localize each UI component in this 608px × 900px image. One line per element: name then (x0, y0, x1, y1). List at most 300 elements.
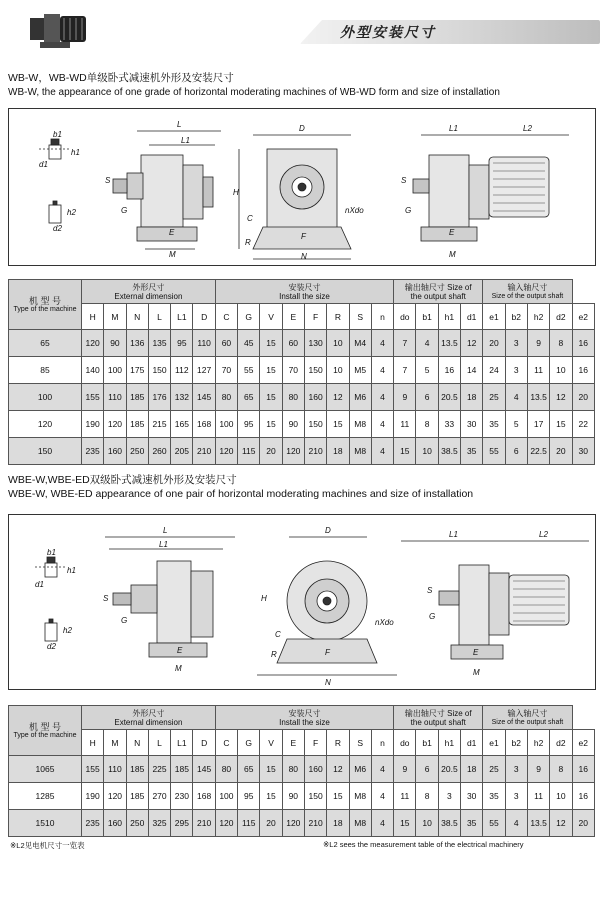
table-cell: 210 (304, 810, 326, 837)
table-cell: 185 (126, 411, 148, 438)
label-L1: L1 (181, 136, 190, 145)
table-cell: M5 (349, 357, 371, 384)
input-shaft-header: 输入轴尺寸 Size of the output shaft (483, 706, 572, 730)
model-cell: 120 (9, 411, 82, 438)
column-header-d: D (193, 304, 215, 330)
page-title: 外型安装尺寸 (340, 24, 436, 40)
table-cell: 130 (304, 330, 326, 357)
column-header-l: L (148, 304, 170, 330)
table-cell: 11 (527, 783, 549, 810)
table-cell: 30 (461, 411, 483, 438)
table-cell: 3 (505, 330, 527, 357)
table-cell: 295 (171, 810, 193, 837)
label-E: E (169, 228, 175, 237)
table-cell: 150 (304, 411, 326, 438)
table-cell: 7 (394, 357, 416, 384)
table-cell: 15 (327, 783, 349, 810)
label-C: C (247, 214, 253, 223)
table-cell: 90 (282, 783, 304, 810)
label-motor-G: G (405, 206, 412, 215)
table-cell: 3 (438, 783, 460, 810)
table-cell: 325 (148, 810, 170, 837)
label-R: R (271, 650, 277, 659)
table-cell: 110 (104, 756, 126, 783)
table-cell: 235 (82, 438, 104, 465)
label-H: H (261, 594, 267, 603)
label-G: G (121, 616, 128, 625)
table-row (9, 357, 595, 384)
table-cell: 18 (327, 810, 349, 837)
table-cell: 115 (238, 438, 260, 465)
table-cell: 225 (148, 756, 170, 783)
table-cell: 176 (148, 384, 170, 411)
label-L1: L1 (159, 540, 168, 549)
label-E: E (177, 646, 183, 655)
table-cell: 8 (550, 756, 572, 783)
column-header-do: do (394, 730, 416, 756)
column-header-d2: d2 (550, 304, 572, 330)
column-header-g: G (238, 304, 260, 330)
table-cell: 10 (416, 810, 438, 837)
column-header-v: V (260, 304, 282, 330)
column-header-l1: L1 (171, 730, 193, 756)
column-header-d2: d2 (550, 730, 572, 756)
table-cell: 3 (505, 756, 527, 783)
table-cell: 9 (527, 330, 549, 357)
table-cell: 190 (82, 411, 104, 438)
table-cell: 4 (505, 384, 527, 411)
table-cell: 160 (304, 756, 326, 783)
table-cell: 20 (572, 384, 594, 411)
table-cell: 210 (193, 438, 215, 465)
section2-title-cn: WBE-W,WBE-ED双级卧式减速机外形及安装尺寸 (8, 474, 237, 486)
table-cell: 4 (416, 330, 438, 357)
table-cell: 11 (394, 783, 416, 810)
table-cell: 230 (171, 783, 193, 810)
section2-drawing (8, 514, 596, 690)
label-d1: d1 (35, 580, 44, 589)
table-cell: 22.5 (527, 438, 549, 465)
shaft-detail-bottom (45, 619, 57, 641)
table-cell: 100 (104, 357, 126, 384)
table-cell: 6 (416, 756, 438, 783)
label-D: D (299, 124, 305, 133)
table-cell: 145 (193, 756, 215, 783)
table-cell: 185 (126, 783, 148, 810)
table-cell: 12 (327, 384, 349, 411)
label-C: C (275, 630, 281, 639)
label-M: M (169, 250, 176, 259)
table-cell: 15 (394, 810, 416, 837)
label-L: L (163, 526, 168, 535)
spec-table-single (8, 279, 595, 465)
table-cell: 165 (171, 411, 193, 438)
table-cell: 115 (238, 810, 260, 837)
table-cell: 155 (82, 756, 104, 783)
table-cell: 95 (238, 411, 260, 438)
label-F: F (301, 232, 306, 241)
label-h2: h2 (63, 626, 72, 635)
column-header-r: R (327, 304, 349, 330)
column-header-l1: L1 (171, 304, 193, 330)
column-header-e1: e1 (483, 304, 505, 330)
table-cell: 15 (260, 756, 282, 783)
section2-title-en: WBE-W, WBE-ED appearance of one pair of horizontal moderating machines and size of installation (8, 488, 474, 500)
table-row (9, 810, 595, 837)
table-cell: 150 (148, 357, 170, 384)
label-motor-G: G (429, 612, 436, 621)
table-cell: 35 (461, 810, 483, 837)
model-header: 机 型 号 Type of the machine (9, 280, 82, 330)
table-cell: 20 (260, 438, 282, 465)
table-cell: 235 (82, 810, 104, 837)
reducer-with-motor-view (413, 135, 569, 241)
table-cell: 5 (416, 357, 438, 384)
table-cell: 110 (193, 330, 215, 357)
model-cell: 1510 (9, 810, 82, 837)
label-motor-S: S (427, 586, 433, 595)
table-cell: 3 (505, 783, 527, 810)
table-cell: 60 (215, 330, 237, 357)
column-header-e: E (282, 304, 304, 330)
column-header-e2: e2 (572, 304, 594, 330)
table-cell: 70 (215, 357, 237, 384)
column-header-h1: h1 (438, 304, 460, 330)
footnote-cn: ※L2见电机尺寸一览表 (10, 841, 85, 850)
table-row (9, 411, 595, 438)
table-cell: 15 (260, 783, 282, 810)
table-cell: 12 (550, 384, 572, 411)
table-cell: 136 (126, 330, 148, 357)
table-cell: 35 (483, 783, 505, 810)
double-reducer-side-view (105, 537, 235, 657)
table-cell: 25 (483, 756, 505, 783)
reducer-side-view (113, 131, 221, 249)
label-motor-L1: L1 (449, 530, 458, 539)
column-header-h: H (82, 730, 104, 756)
table-cell: M8 (349, 810, 371, 837)
table-cell: 24 (483, 357, 505, 384)
table-cell: 20 (572, 810, 594, 837)
input-shaft-header: 输入轴尺寸 Size of the output shaft (483, 280, 572, 304)
model-cell: 100 (9, 384, 82, 411)
table-cell: 80 (282, 756, 304, 783)
column-header-b2: b2 (505, 730, 527, 756)
table-cell: M8 (349, 438, 371, 465)
label-N: N (301, 252, 307, 261)
label-b1: b1 (47, 548, 56, 557)
table-cell: 4 (371, 438, 393, 465)
model-cell: 1285 (9, 783, 82, 810)
column-header-n: n (371, 730, 393, 756)
table-cell: 150 (304, 357, 326, 384)
table-cell: 4 (371, 411, 393, 438)
label-motor-L2: L2 (523, 124, 532, 133)
column-header-l: L (148, 730, 170, 756)
external-dimension-header: 外形尺寸 External dimension (82, 280, 216, 304)
table-cell: 12 (461, 330, 483, 357)
table-cell: 15 (327, 411, 349, 438)
table-cell: 16 (438, 357, 460, 384)
label-R: R (245, 238, 251, 247)
table-cell: 6 (505, 438, 527, 465)
label-d2: d2 (47, 642, 56, 651)
table-cell: 15 (394, 438, 416, 465)
column-header-n: n (371, 304, 393, 330)
label-h2: h2 (67, 208, 76, 217)
table-cell: 160 (104, 810, 126, 837)
table-cell: 10 (550, 783, 572, 810)
table-cell: 13.5 (527, 810, 549, 837)
column-header-m: M (104, 730, 126, 756)
table-row (9, 783, 595, 810)
model-header: 机 型 号 Type of the machine (9, 706, 82, 756)
shaft-detail-top (39, 139, 69, 159)
label-motor-L1: L1 (449, 124, 458, 133)
column-header-e1: e1 (483, 730, 505, 756)
table-cell: 175 (126, 357, 148, 384)
table-cell: 12 (327, 756, 349, 783)
table-cell: 18 (461, 384, 483, 411)
table-cell: 13.5 (527, 384, 549, 411)
table-cell: 145 (193, 384, 215, 411)
label-G: G (121, 206, 128, 215)
label-h1: h1 (67, 566, 76, 575)
table-cell: 20 (260, 810, 282, 837)
table-cell: 12 (550, 810, 572, 837)
table-cell: 168 (193, 411, 215, 438)
table-cell: 185 (171, 756, 193, 783)
table-cell: 3 (505, 357, 527, 384)
column-header-d1: d1 (461, 304, 483, 330)
label-F: F (325, 648, 330, 657)
table-cell: 4 (371, 357, 393, 384)
external-dimension-header: 外形尺寸 External dimension (82, 706, 216, 730)
table-cell: 16 (572, 783, 594, 810)
label-ndo: nXdo (345, 206, 364, 215)
table-cell: 30 (572, 438, 594, 465)
model-cell: 85 (9, 357, 82, 384)
table-cell: 15 (260, 411, 282, 438)
table-cell: 168 (193, 783, 215, 810)
label-motor-M: M (449, 250, 456, 259)
table-row (9, 438, 595, 465)
shaft-detail-bottom (49, 201, 61, 223)
table-cell: 65 (238, 756, 260, 783)
column-header-d1: d1 (461, 730, 483, 756)
table-cell: 55 (483, 810, 505, 837)
label-d2: d2 (53, 224, 62, 233)
section1-title-en: WB-W, the appearance of one grade of horizontal moderating machines of WB-WD form and size of installation (8, 87, 500, 98)
table-cell: 112 (171, 357, 193, 384)
table-cell: M6 (349, 756, 371, 783)
table-cell: 8 (416, 411, 438, 438)
table-cell: 120 (82, 330, 104, 357)
table-cell: 17 (527, 411, 549, 438)
footnote-en: ※L2 sees the measurement table of the electrical machinery (323, 840, 524, 849)
table-row (9, 384, 595, 411)
table-cell: 260 (148, 438, 170, 465)
table-cell: 20 (550, 438, 572, 465)
table-cell: 250 (126, 810, 148, 837)
column-header-m: M (104, 304, 126, 330)
reducer-logo-icon (28, 8, 90, 50)
table-cell: 205 (171, 438, 193, 465)
table-cell: 110 (104, 384, 126, 411)
table-cell: 215 (148, 411, 170, 438)
output-shaft-header: 输出轴尺寸 Size of the output shaft (394, 706, 483, 730)
label-ndo: nXdo (375, 618, 394, 627)
column-header-h2: h2 (527, 730, 549, 756)
label-D: D (325, 526, 331, 535)
label-N: N (325, 678, 331, 687)
model-cell: 65 (9, 330, 82, 357)
table-cell: 250 (126, 438, 148, 465)
table-cell: 160 (304, 384, 326, 411)
table-cell: 11 (394, 411, 416, 438)
column-header-row (9, 730, 595, 756)
table-cell: 80 (215, 384, 237, 411)
table-cell: 55 (238, 357, 260, 384)
table-cell: 140 (82, 357, 104, 384)
model-cell: 150 (9, 438, 82, 465)
table-cell: 270 (148, 783, 170, 810)
table-cell: 10 (416, 438, 438, 465)
table-cell: 16 (572, 330, 594, 357)
table-cell: 8 (550, 330, 572, 357)
table-cell: 9 (394, 756, 416, 783)
section1-drawing (8, 108, 596, 266)
table-cell: 190 (82, 783, 104, 810)
table-cell: 120 (104, 411, 126, 438)
output-shaft-header: 输出轴尺寸 Size of the output shaft (394, 280, 483, 304)
table-cell: 15 (550, 411, 572, 438)
table-cell: 150 (304, 783, 326, 810)
table-cell: 16 (572, 357, 594, 384)
table-cell: 4 (371, 756, 393, 783)
column-header-s: S (349, 730, 371, 756)
table-cell: 70 (282, 357, 304, 384)
table-cell: 90 (104, 330, 126, 357)
column-header-c: C (215, 730, 237, 756)
column-header-f: F (304, 730, 326, 756)
table-row (9, 330, 595, 357)
label-H: H (233, 188, 239, 197)
label-S: S (103, 594, 109, 603)
column-header-d: D (193, 730, 215, 756)
table-cell: 100 (215, 783, 237, 810)
table-cell: 80 (215, 756, 237, 783)
table-cell: 10 (327, 357, 349, 384)
table-cell: 8 (416, 783, 438, 810)
spec-table-double (8, 705, 595, 837)
table-cell: 80 (282, 384, 304, 411)
table-cell: 15 (260, 357, 282, 384)
label-S: S (105, 176, 111, 185)
table-cell: 120 (215, 810, 237, 837)
column-header-h: H (82, 304, 104, 330)
table-cell: 14 (461, 357, 483, 384)
table-cell: 120 (282, 438, 304, 465)
table-cell: M8 (349, 411, 371, 438)
table-cell: 160 (104, 438, 126, 465)
table-cell: M4 (349, 330, 371, 357)
column-header-row (9, 304, 595, 330)
table-cell: M6 (349, 384, 371, 411)
table-cell: 127 (193, 357, 215, 384)
table-cell: 33 (438, 411, 460, 438)
table-cell: 20 (483, 330, 505, 357)
column-header-e: E (282, 730, 304, 756)
table-cell: 5 (505, 411, 527, 438)
table-cell: 210 (193, 810, 215, 837)
column-header-b1: b1 (416, 304, 438, 330)
table-cell: 18 (327, 438, 349, 465)
table-row (9, 756, 595, 783)
table-cell: 120 (282, 810, 304, 837)
column-header-c: C (215, 304, 237, 330)
table-cell: 16 (572, 756, 594, 783)
column-header-n: N (126, 304, 148, 330)
table-cell: 210 (304, 438, 326, 465)
table-cell: 120 (215, 438, 237, 465)
table-cell: 132 (171, 384, 193, 411)
column-header-r: R (327, 730, 349, 756)
table-cell: 35 (483, 411, 505, 438)
column-header-n: N (126, 730, 148, 756)
label-motor-M: M (473, 668, 480, 677)
table-cell: 9 (394, 384, 416, 411)
label-motor-E: E (449, 228, 455, 237)
table-cell: 10 (550, 357, 572, 384)
table-cell: 4 (371, 384, 393, 411)
table-cell: 38.5 (438, 438, 460, 465)
table-cell: 4 (371, 330, 393, 357)
table-cell: 45 (238, 330, 260, 357)
table-cell: 55 (483, 438, 505, 465)
table-cell: 120 (104, 783, 126, 810)
table-cell: 20.5 (438, 384, 460, 411)
table-cell: 7 (394, 330, 416, 357)
label-motor-L2: L2 (539, 530, 548, 539)
table-cell: 65 (238, 384, 260, 411)
table-cell: 185 (126, 384, 148, 411)
header-banner-cut (300, 20, 322, 44)
table-cell: 15 (260, 330, 282, 357)
table-cell: 20.5 (438, 756, 460, 783)
section1-title-cn: WB-W，WB-WD单级卧式减速机外形及安装尺寸 (8, 72, 234, 84)
label-b1: b1 (53, 130, 62, 139)
label-M: M (175, 664, 182, 673)
table-cell: 60 (282, 330, 304, 357)
column-header-g: G (238, 730, 260, 756)
column-header-b2: b2 (505, 304, 527, 330)
table-cell: 38.5 (438, 810, 460, 837)
table-cell: 4 (371, 810, 393, 837)
column-header-v: V (260, 730, 282, 756)
table-cell: 25 (483, 384, 505, 411)
table-cell: 13.5 (438, 330, 460, 357)
table-cell: 22 (572, 411, 594, 438)
table-cell: 10 (327, 330, 349, 357)
table-cell: 4 (505, 810, 527, 837)
table-cell: 4 (371, 783, 393, 810)
label-motor-S: S (401, 176, 407, 185)
reducer-front-view (239, 135, 351, 259)
label-d1: d1 (39, 160, 48, 169)
column-header-h1: h1 (438, 730, 460, 756)
table-cell: 18 (461, 756, 483, 783)
